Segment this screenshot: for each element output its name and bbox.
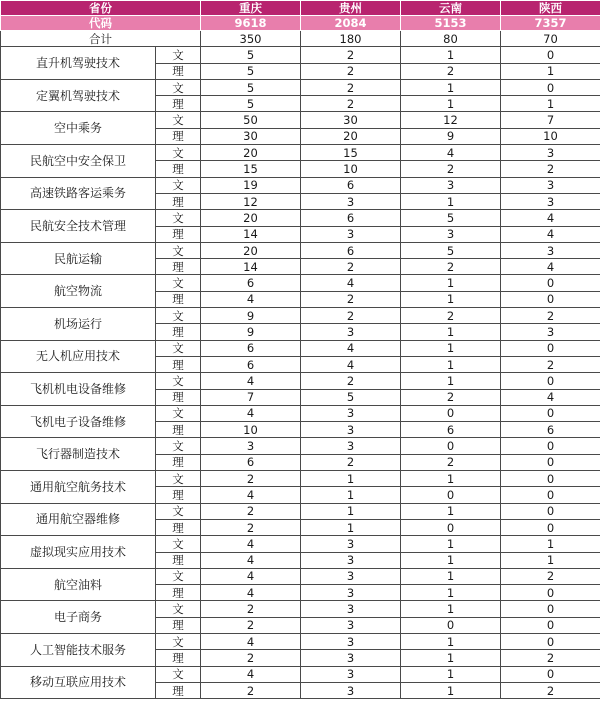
quota-value: 1 — [401, 373, 501, 389]
quota-value: 5 — [201, 79, 301, 95]
quota-value: 4 — [201, 291, 301, 307]
quota-value: 3 — [301, 226, 401, 242]
quota-value: 4 — [201, 633, 301, 649]
quota-value: 0 — [501, 291, 600, 307]
subject-type: 文 — [156, 568, 201, 584]
quota-value: 0 — [501, 633, 600, 649]
subject-type: 文 — [156, 242, 201, 258]
quota-value: 2 — [301, 291, 401, 307]
quota-value: 2 — [401, 454, 501, 470]
total-label: 合计 — [1, 31, 201, 47]
quota-value: 7 — [201, 389, 301, 405]
quota-value: 5 — [301, 389, 401, 405]
quota-value: 0 — [501, 340, 600, 356]
quota-value: 0 — [501, 503, 600, 519]
major-row — [1, 308, 600, 324]
quota-value: 10 — [301, 161, 401, 177]
quota-value: 6 — [301, 177, 401, 193]
quota-value: 6 — [301, 242, 401, 258]
quota-value: 3 — [501, 324, 600, 340]
major-row — [1, 666, 600, 682]
quota-value: 3 — [301, 585, 401, 601]
quota-value: 4 — [201, 487, 301, 503]
quota-value: 4 — [201, 405, 301, 421]
quota-value: 1 — [401, 568, 501, 584]
quota-value: 3 — [301, 682, 401, 698]
subject-type: 文 — [156, 79, 201, 95]
quota-value: 0 — [501, 471, 600, 487]
major-name: 通用航空航务技术 — [1, 471, 156, 504]
quota-value: 1 — [401, 536, 501, 552]
quota-value: 0 — [501, 519, 600, 535]
major-row — [1, 210, 600, 226]
code-value: 2084 — [301, 16, 401, 31]
major-row — [1, 275, 600, 291]
major-row — [1, 112, 600, 128]
quota-value: 3 — [501, 145, 600, 161]
quota-value: 15 — [201, 161, 301, 177]
quota-value: 6 — [201, 454, 301, 470]
quota-value: 0 — [401, 519, 501, 535]
quota-value: 2 — [501, 682, 600, 698]
major-name: 人工智能技术服务 — [1, 633, 156, 666]
major-row — [1, 633, 600, 649]
major-name: 机场运行 — [1, 308, 156, 341]
quota-value: 20 — [201, 242, 301, 258]
quota-value: 4 — [201, 666, 301, 682]
quota-value: 0 — [401, 617, 501, 633]
quota-value: 3 — [401, 226, 501, 242]
major-row — [1, 471, 600, 487]
quota-value: 19 — [201, 177, 301, 193]
header-row — [1, 1, 600, 16]
quota-value: 1 — [501, 96, 600, 112]
subject-type: 文 — [156, 308, 201, 324]
total-row — [1, 31, 600, 47]
quota-value: 1 — [301, 487, 401, 503]
quota-value: 4 — [201, 568, 301, 584]
subject-type: 文 — [156, 373, 201, 389]
subject-type: 理 — [156, 324, 201, 340]
quota-value: 6 — [501, 422, 600, 438]
quota-value: 0 — [401, 405, 501, 421]
subject-type: 理 — [156, 128, 201, 144]
major-row — [1, 177, 600, 193]
major-row — [1, 405, 600, 421]
quota-value: 4 — [201, 373, 301, 389]
quota-value: 4 — [501, 259, 600, 275]
major-name: 飞行器制造技术 — [1, 438, 156, 471]
quota-value: 3 — [301, 405, 401, 421]
quota-value: 3 — [301, 617, 401, 633]
quota-value: 1 — [501, 552, 600, 568]
major-name: 民航安全技术管理 — [1, 210, 156, 243]
quota-value: 2 — [301, 454, 401, 470]
quota-value: 1 — [401, 682, 501, 698]
quota-value: 10 — [501, 128, 600, 144]
major-row — [1, 536, 600, 552]
major-name: 直升机驾驶技术 — [1, 47, 156, 80]
quota-value: 1 — [401, 666, 501, 682]
quota-value: 2 — [501, 356, 600, 372]
quota-value: 1 — [301, 519, 401, 535]
quota-value: 3 — [301, 438, 401, 454]
quota-value: 2 — [301, 47, 401, 63]
quota-value: 2 — [201, 617, 301, 633]
quota-value: 1 — [401, 340, 501, 356]
quota-value: 14 — [201, 259, 301, 275]
major-name: 电子商务 — [1, 601, 156, 634]
quota-value: 3 — [301, 193, 401, 209]
major-name: 民航运输 — [1, 242, 156, 275]
quota-value: 3 — [501, 242, 600, 258]
quota-value: 7 — [501, 112, 600, 128]
quota-value: 12 — [401, 112, 501, 128]
quota-value: 3 — [301, 601, 401, 617]
quota-value: 2 — [301, 79, 401, 95]
subject-type: 文 — [156, 112, 201, 128]
quota-value: 2 — [501, 161, 600, 177]
quota-value: 12 — [201, 193, 301, 209]
major-name: 无人机应用技术 — [1, 340, 156, 373]
quota-value: 5 — [201, 63, 301, 79]
major-name: 定翼机驾驶技术 — [1, 79, 156, 112]
subject-type: 理 — [156, 422, 201, 438]
total-value: 350 — [201, 31, 301, 47]
subject-type: 文 — [156, 210, 201, 226]
table-body — [1, 1, 600, 699]
subject-type: 文 — [156, 145, 201, 161]
quota-value: 20 — [201, 210, 301, 226]
major-name: 虚拟现实应用技术 — [1, 536, 156, 569]
subject-type: 文 — [156, 503, 201, 519]
subject-type: 文 — [156, 340, 201, 356]
subject-type: 理 — [156, 487, 201, 503]
quota-value: 1 — [501, 63, 600, 79]
quota-value: 10 — [201, 422, 301, 438]
code-row — [1, 16, 600, 31]
quota-value: 4 — [301, 275, 401, 291]
quota-value: 1 — [401, 324, 501, 340]
quota-value: 9 — [201, 324, 301, 340]
header-province-label: 省份 — [1, 1, 201, 16]
code-value: 7357 — [501, 16, 600, 31]
code-value: 5153 — [401, 16, 501, 31]
quota-value: 1 — [401, 552, 501, 568]
subject-type: 文 — [156, 536, 201, 552]
quota-value: 6 — [201, 340, 301, 356]
quota-value: 0 — [501, 79, 600, 95]
quota-value: 0 — [501, 373, 600, 389]
quota-value: 2 — [401, 63, 501, 79]
quota-value: 4 — [401, 145, 501, 161]
quota-value: 0 — [501, 601, 600, 617]
quota-value: 1 — [401, 471, 501, 487]
major-row — [1, 79, 600, 95]
quota-value: 4 — [201, 536, 301, 552]
quota-value: 2 — [201, 503, 301, 519]
quota-value: 3 — [501, 193, 600, 209]
quota-value: 1 — [401, 356, 501, 372]
major-name: 飞机机电设备维修 — [1, 373, 156, 406]
quota-value: 4 — [501, 210, 600, 226]
major-name: 通用航空器维修 — [1, 503, 156, 536]
subject-type: 理 — [156, 617, 201, 633]
major-name: 移动互联应用技术 — [1, 666, 156, 699]
quota-value: 4 — [301, 340, 401, 356]
quota-value: 1 — [401, 291, 501, 307]
major-row — [1, 503, 600, 519]
quota-value: 2 — [401, 389, 501, 405]
quota-value: 9 — [201, 308, 301, 324]
quota-value: 2 — [201, 650, 301, 666]
subject-type: 文 — [156, 471, 201, 487]
quota-value: 3 — [301, 536, 401, 552]
total-value: 70 — [501, 31, 600, 47]
quota-value: 2 — [501, 650, 600, 666]
quota-value: 4 — [301, 356, 401, 372]
quota-value: 0 — [501, 47, 600, 63]
header-province-guizhou: 贵州 — [301, 1, 401, 16]
quota-value: 5 — [201, 96, 301, 112]
major-name: 民航空中安全保卫 — [1, 145, 156, 178]
quota-value: 0 — [501, 666, 600, 682]
quota-value: 3 — [201, 438, 301, 454]
quota-value: 3 — [301, 568, 401, 584]
quota-value: 2 — [301, 96, 401, 112]
quota-value: 50 — [201, 112, 301, 128]
subject-type: 理 — [156, 259, 201, 275]
quota-value: 2 — [201, 601, 301, 617]
major-row — [1, 438, 600, 454]
major-row — [1, 373, 600, 389]
subject-type: 理 — [156, 650, 201, 666]
quota-value: 3 — [301, 666, 401, 682]
quota-value: 3 — [301, 552, 401, 568]
quota-value: 2 — [501, 568, 600, 584]
quota-value: 30 — [301, 112, 401, 128]
quota-value: 0 — [501, 405, 600, 421]
subject-type: 文 — [156, 601, 201, 617]
quota-value: 0 — [401, 438, 501, 454]
quota-value: 15 — [301, 145, 401, 161]
quota-value: 6 — [201, 356, 301, 372]
subject-type: 文 — [156, 633, 201, 649]
major-row — [1, 145, 600, 161]
subject-type: 理 — [156, 519, 201, 535]
quota-value: 1 — [301, 471, 401, 487]
quota-value: 3 — [301, 422, 401, 438]
subject-type: 理 — [156, 682, 201, 698]
quota-value: 3 — [401, 177, 501, 193]
quota-value: 2 — [401, 259, 501, 275]
major-name: 航空油料 — [1, 568, 156, 601]
subject-type: 文 — [156, 438, 201, 454]
quota-value: 0 — [401, 487, 501, 503]
quota-value: 3 — [301, 324, 401, 340]
quota-value: 1 — [401, 503, 501, 519]
major-row — [1, 601, 600, 617]
subject-type: 文 — [156, 405, 201, 421]
quota-value: 2 — [301, 373, 401, 389]
subject-type: 理 — [156, 291, 201, 307]
quota-value: 2 — [201, 519, 301, 535]
quota-value: 2 — [201, 682, 301, 698]
quota-value: 1 — [401, 650, 501, 666]
major-row — [1, 568, 600, 584]
major-row — [1, 340, 600, 356]
quota-value: 4 — [201, 552, 301, 568]
quota-value: 2 — [301, 308, 401, 324]
quota-value: 1 — [401, 47, 501, 63]
quota-value: 1 — [501, 536, 600, 552]
subject-type: 理 — [156, 226, 201, 242]
subject-type: 理 — [156, 193, 201, 209]
major-name: 高速铁路客运乘务 — [1, 177, 156, 210]
quota-value: 5 — [401, 242, 501, 258]
quota-value: 2 — [401, 308, 501, 324]
major-name: 飞机电子设备维修 — [1, 405, 156, 438]
quota-value: 2 — [301, 63, 401, 79]
quota-value: 1 — [401, 585, 501, 601]
quota-value: 30 — [201, 128, 301, 144]
quota-value: 0 — [501, 617, 600, 633]
subject-type: 理 — [156, 63, 201, 79]
quota-value: 0 — [501, 487, 600, 503]
subject-type: 理 — [156, 389, 201, 405]
quota-value: 1 — [401, 275, 501, 291]
quota-value: 6 — [401, 422, 501, 438]
quota-value: 2 — [401, 161, 501, 177]
total-value: 180 — [301, 31, 401, 47]
header-province-yunnan: 云南 — [401, 1, 501, 16]
quota-value: 1 — [401, 79, 501, 95]
quota-value: 1 — [401, 193, 501, 209]
subject-type: 理 — [156, 96, 201, 112]
total-value: 80 — [401, 31, 501, 47]
quota-value: 14 — [201, 226, 301, 242]
quota-value: 5 — [201, 47, 301, 63]
subject-type: 理 — [156, 585, 201, 601]
subject-type: 文 — [156, 275, 201, 291]
subject-type: 文 — [156, 666, 201, 682]
quota-value: 3 — [501, 177, 600, 193]
quota-value: 2 — [301, 259, 401, 275]
quota-value: 0 — [501, 585, 600, 601]
subject-type: 理 — [156, 356, 201, 372]
quota-value: 4 — [501, 389, 600, 405]
major-name: 空中乘务 — [1, 112, 156, 145]
quota-value: 4 — [501, 226, 600, 242]
quota-value: 0 — [501, 454, 600, 470]
quota-value: 5 — [401, 210, 501, 226]
major-row — [1, 47, 600, 63]
quota-value: 1 — [401, 601, 501, 617]
quota-value: 0 — [501, 438, 600, 454]
quota-value: 3 — [301, 650, 401, 666]
quota-value: 1 — [401, 633, 501, 649]
quota-value: 0 — [501, 275, 600, 291]
major-row — [1, 242, 600, 258]
subject-type: 理 — [156, 552, 201, 568]
code-value: 9618 — [201, 16, 301, 31]
quota-value: 2 — [501, 308, 600, 324]
quota-value: 6 — [301, 210, 401, 226]
quota-value: 3 — [301, 633, 401, 649]
quota-value: 9 — [401, 128, 501, 144]
quota-value: 20 — [301, 128, 401, 144]
code-label: 代码 — [1, 16, 201, 31]
header-province-chongqing: 重庆 — [201, 1, 301, 16]
quota-value: 1 — [301, 503, 401, 519]
quota-value: 2 — [201, 471, 301, 487]
subject-type: 理 — [156, 161, 201, 177]
quota-value: 6 — [201, 275, 301, 291]
header-province-shaanxi: 陕西 — [501, 1, 600, 16]
subject-type: 文 — [156, 177, 201, 193]
major-name: 航空物流 — [1, 275, 156, 308]
subject-type: 理 — [156, 454, 201, 470]
quota-value: 1 — [401, 96, 501, 112]
subject-type: 文 — [156, 47, 201, 63]
quota-value: 4 — [201, 585, 301, 601]
quota-value: 20 — [201, 145, 301, 161]
